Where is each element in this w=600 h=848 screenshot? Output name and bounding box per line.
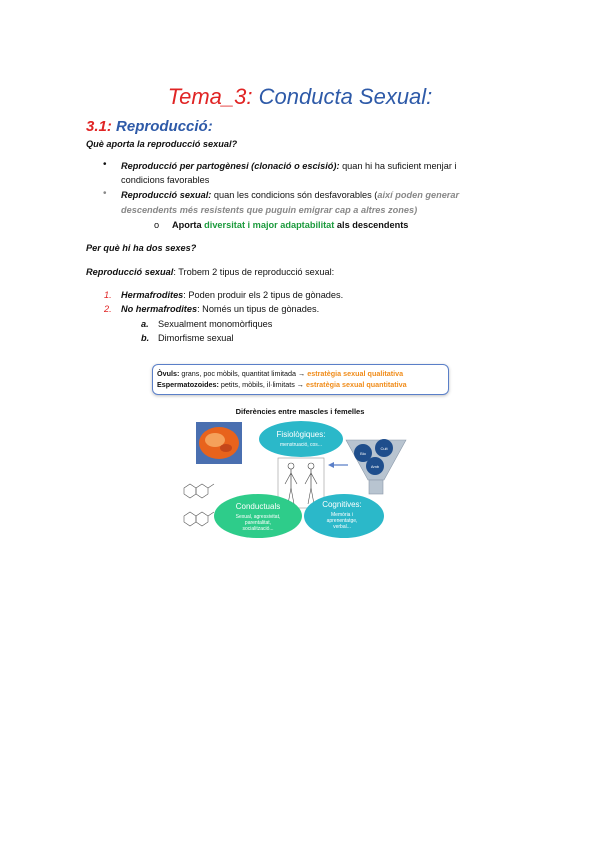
page-title: Tema_3: Conducta Sexual: [167,84,433,109]
physiological-node [259,421,343,457]
bullet-parthenogenesis: Reproducció per partogènesi (clonació o escisió): quan hi ha suficient menjar i [121,161,457,171]
svg-text:aprenentatge,: aprenentatge, [326,518,358,524]
diagram-title: Diferències entre mascles i femelles [235,407,365,416]
behavioral-node [214,494,302,538]
svg-text:Cognitives:: Cognitives: [322,500,362,509]
svg-text:menstruació, cos...: menstruació, cos... [280,442,322,448]
svg-text:Fisiològiques:: Fisiològiques: [276,430,326,439]
section-heading: 3.1: Reproducció: [86,118,213,135]
svg-text:Memòria i: Memòria i [331,512,353,518]
arrow-left-icon [328,462,348,468]
svg-text:Amb: Amb [370,464,380,469]
cognitive-node [304,494,384,538]
svg-text:Conductuals: Conductuals [235,502,281,511]
bullet-dot: • [103,188,107,199]
sperm-line: Espermatozoides: petits, mòbils, il·limitats → estratègia sexual quantitativa [157,380,407,389]
list-number: 2. [104,304,112,314]
list-number: 1. [104,290,112,300]
list-item-hermaphrodites: Hermafrodites: Poden produir els 2 tipus de gònades. [121,290,344,300]
funnel-graphic [346,439,406,494]
bullet-parthenogenesis-line2: condicions favorables [121,175,210,185]
hormone-structure-icon [184,484,214,526]
question-2: Per què hi ha dos sexes? [86,243,197,253]
sub-bullet-marker: o [154,220,160,230]
svg-text:socialització...: socialització... [242,526,274,532]
ovules-line: Òvuls: grans, poc mòbils, quantitat limitada → estratègia sexual qualitativa [157,369,404,378]
sublist-item: Sexualment monomòrfiques [158,319,273,329]
sublist-marker: b. [141,333,150,343]
sex-differences-diagram [170,418,430,546]
bullet-sexual: Reproducció sexual: quan les condicions són desfavorables (així poden generar [121,190,460,200]
bullet-dot: • [103,159,107,170]
question-1: Què aporta la reproducció sexual? [86,139,238,149]
sub-bullet-text: Aporta diversitat i major adaptabilitat als descendents [172,220,409,230]
svg-text:Bio: Bio [360,451,366,456]
svg-text:parentalitat,: parentalitat, [244,520,272,526]
svg-text:Cult: Cult [380,446,388,451]
bullet-sexual-line2: descendents més resistents que puguin emigrar cap a altres zones) [121,205,418,215]
svg-text:verbal...: verbal... [333,524,351,530]
gametes-box [152,364,449,395]
sublist-marker: a. [141,319,149,329]
svg-text:Sexual, agressivitat,: Sexual, agressivitat, [235,514,281,520]
sexual-reproduction-line: Reproducció sexual: Trobem 2 tipus de reproducció sexual: [86,267,335,277]
sublist-item: Dimorfisme sexual [158,333,234,343]
list-item-non-hermaphrodites: No hermafrodites: Només un tipus de gònades. [121,304,320,314]
brain-image [196,422,242,464]
